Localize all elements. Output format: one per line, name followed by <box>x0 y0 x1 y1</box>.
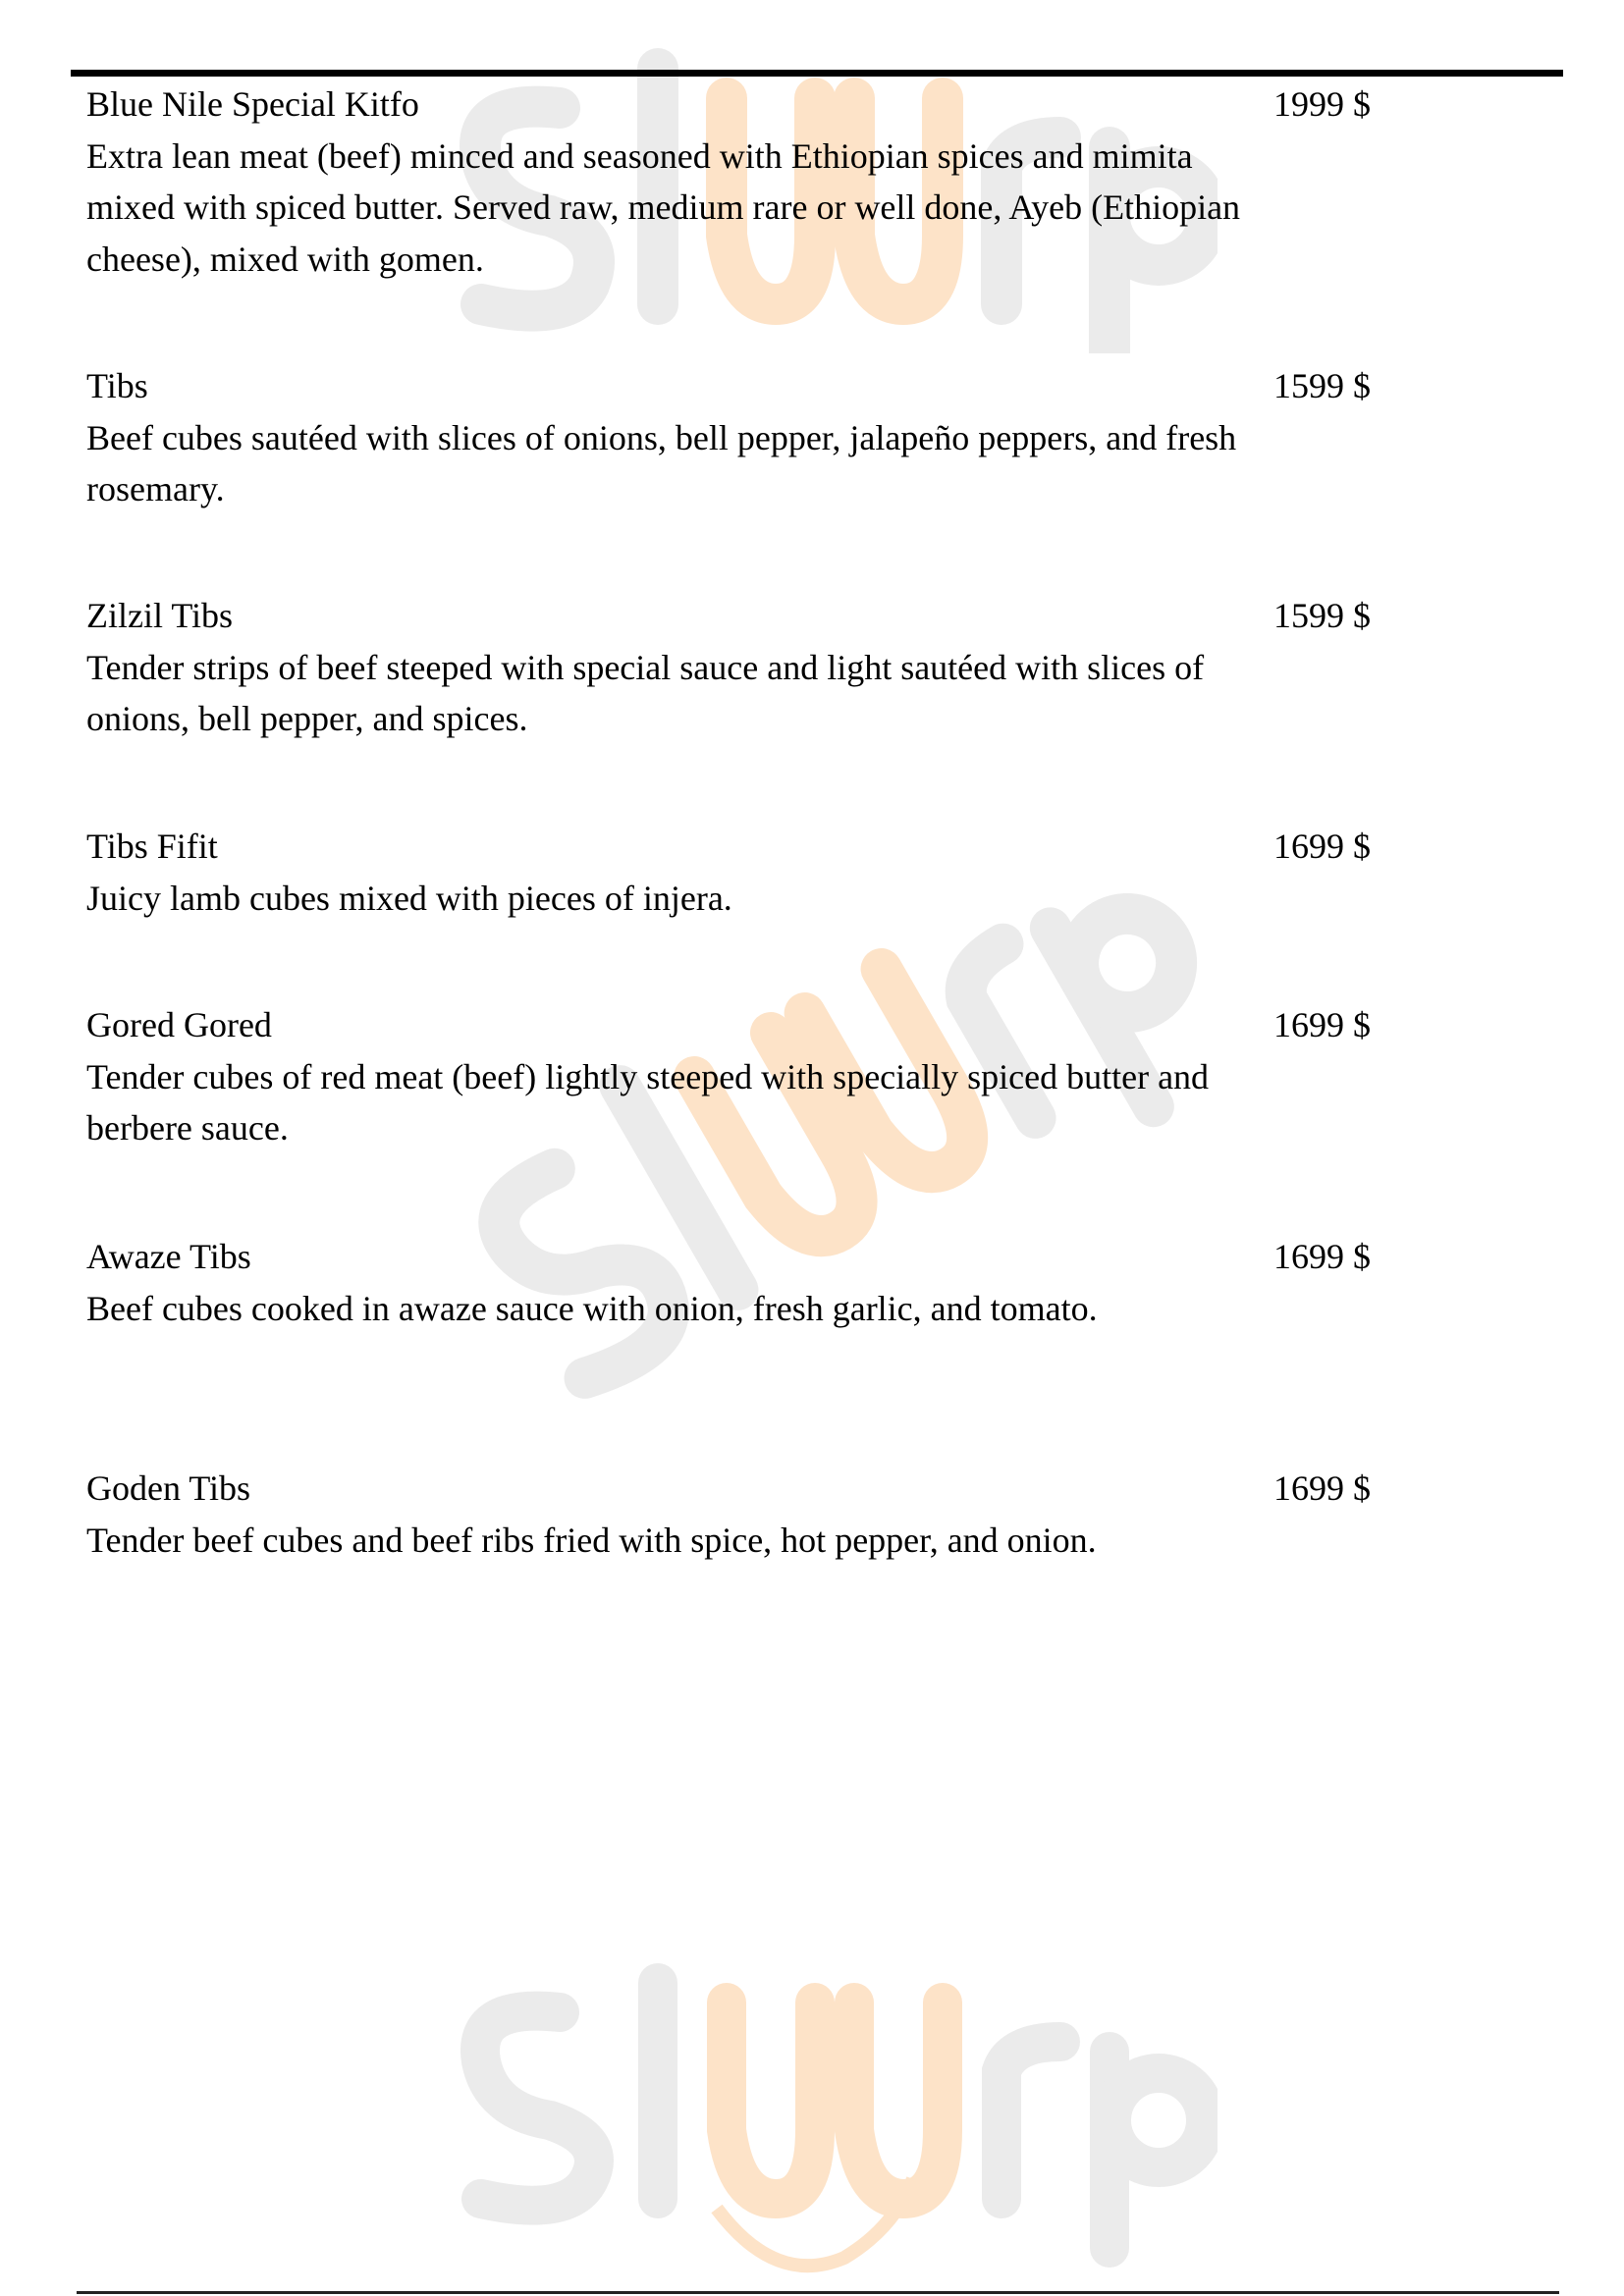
menu-item <box>86 79 1260 285</box>
menu-item-price: 1599 $ <box>1273 366 1371 405</box>
menu-item <box>86 1463 1260 1566</box>
menu-item <box>86 360 1260 515</box>
menu-item-name: Blue Nile Special Kitfo <box>86 84 419 124</box>
top-divider <box>71 70 1563 77</box>
menu-item <box>86 590 1260 745</box>
menu-item-description: Beef cubes sautéed with slices of onions, bell pepper, jalapeño peppers, and fresh rosemary. <box>86 417 1237 508</box>
menu-item-price: 1699 $ <box>1273 1005 1371 1044</box>
menu-item-description: Tender beef cubes and beef ribs fried with spice, hot pepper, and onion. <box>86 1520 1097 1560</box>
menu-item-description: Beef cubes cooked in awaze sauce with onion, fresh garlic, and tomato. <box>86 1288 1098 1328</box>
menu-item-price: 1699 $ <box>1273 827 1371 866</box>
menu-item <box>86 821 1260 924</box>
menu-item-price: 1599 $ <box>1273 596 1371 635</box>
menu-item-description: Tender cubes of red meat (beef) lightly steeped with specially spiced butter and berbere sauce. <box>86 1056 1210 1148</box>
menu-item-name: Tibs Fifit <box>86 827 218 866</box>
menu-item-name: Goden Tibs <box>86 1468 251 1508</box>
menu-item-name: Gored Gored <box>86 1005 272 1044</box>
slurpy-watermark-logo <box>412 1963 1218 2287</box>
menu-item-description: Tender strips of beef steeped with special sauce and light sautéed with slices of onions, bell pepper, and spices. <box>86 647 1205 738</box>
menu-item-name: Tibs <box>86 366 148 405</box>
menu-item-name: Awaze Tibs <box>86 1237 251 1276</box>
menu-item-name: Zilzil Tibs <box>86 596 234 635</box>
menu-item-price: 1699 $ <box>1273 1237 1371 1276</box>
bottom-divider <box>77 2291 1559 2294</box>
menu-item-description: Juicy lamb cubes mixed with pieces of injera. <box>86 878 732 918</box>
menu-item-description: Extra lean meat (beef) minced and seasoned with Ethiopian spices and mimita mixed with spiced butter. Served raw, medium rare or well done, Ayeb (Ethiopian cheese), mixed with gomen. <box>86 135 1241 279</box>
menu-item <box>86 1231 1260 1334</box>
menu-item <box>86 999 1260 1154</box>
menu-item-price: 1999 $ <box>1273 84 1371 124</box>
menu-item-price: 1699 $ <box>1273 1468 1371 1508</box>
